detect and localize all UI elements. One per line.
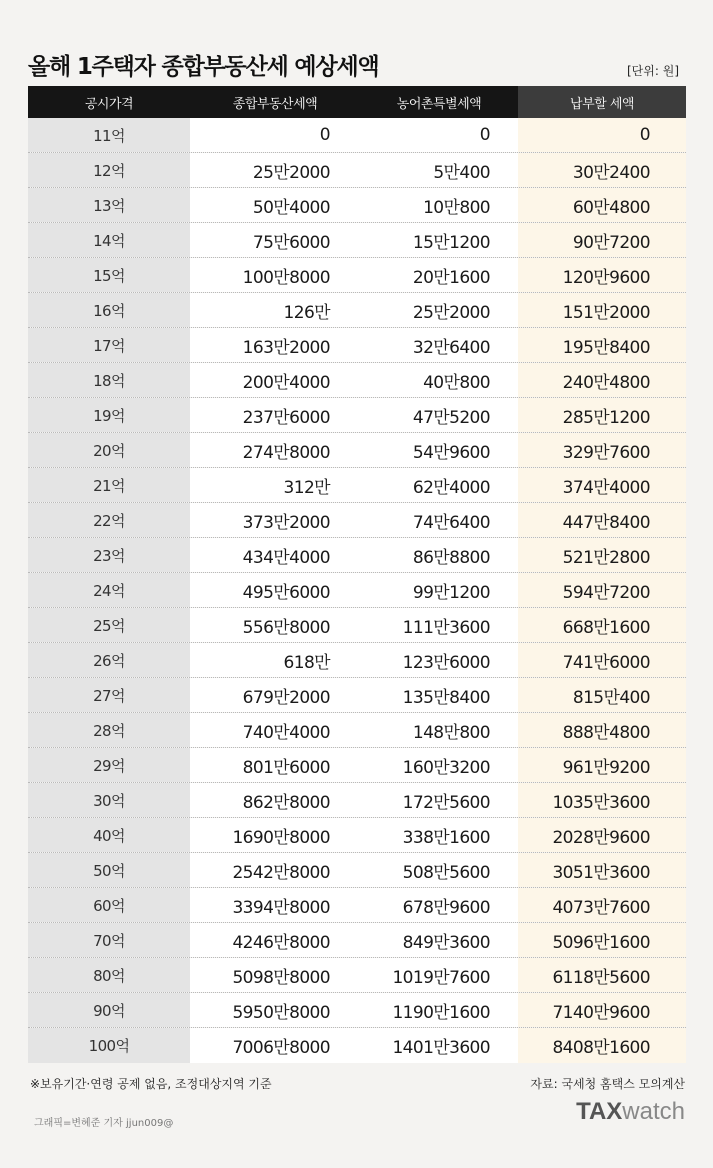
comprehensive-tax-cell: 556만8000	[190, 608, 360, 642]
header-comprehensive-tax: 종합부동산세액	[232, 96, 318, 112]
price-cell: 22억	[28, 503, 190, 537]
header-price: 공시가격	[84, 96, 134, 112]
price-cell: 100억	[28, 1028, 190, 1063]
comprehensive-tax-cell: 1690만8000	[190, 818, 360, 852]
rural-tax-cell: 508만5600	[360, 853, 518, 887]
total-tax-cell: 741만6000	[518, 643, 686, 677]
rural-tax-cell: 15만1200	[360, 223, 518, 257]
total-tax-cell: 961만9200	[518, 748, 686, 782]
total-tax-cell: 4073만7600	[518, 888, 686, 922]
table-row	[28, 258, 686, 293]
comprehensive-tax-cell: 3394만8000	[190, 888, 360, 922]
total-tax-cell: 7140만9600	[518, 993, 686, 1027]
total-tax-cell: 30만2400	[518, 153, 686, 187]
price-cell: 60억	[28, 888, 190, 922]
total-tax-cell: 120만9600	[518, 258, 686, 292]
comprehensive-tax-cell: 237만6000	[190, 398, 360, 432]
rural-tax-cell: 849만3600	[360, 923, 518, 957]
total-tax-cell: 3051만3600	[518, 853, 686, 887]
rural-tax-cell: 5만400	[360, 153, 518, 187]
price-cell: 80억	[28, 958, 190, 992]
total-tax-cell: 815만400	[518, 678, 686, 712]
page-title: 올해 1주택자 종합부동산세 예상세액	[28, 54, 379, 80]
rural-tax-cell: 40만800	[360, 363, 518, 397]
price-cell: 90억	[28, 993, 190, 1027]
table-row	[28, 923, 686, 958]
table-row	[28, 468, 686, 503]
total-tax-cell: 60만4800	[518, 188, 686, 222]
table-row	[28, 328, 686, 363]
tax-table	[28, 86, 686, 1063]
price-cell: 21억	[28, 468, 190, 502]
total-tax-cell: 285만1200	[518, 398, 686, 432]
price-cell: 13억	[28, 188, 190, 222]
price-cell: 19억	[28, 398, 190, 432]
table-row	[28, 503, 686, 538]
comprehensive-tax-cell: 274만8000	[190, 433, 360, 467]
table-row	[28, 188, 686, 223]
rural-tax-cell: 10만800	[360, 188, 518, 222]
table-row	[28, 538, 686, 573]
price-cell: 12억	[28, 153, 190, 187]
comprehensive-tax-cell: 434만4000	[190, 538, 360, 572]
price-cell: 15억	[28, 258, 190, 292]
price-cell: 24억	[28, 573, 190, 607]
total-tax-cell: 90만7200	[518, 223, 686, 257]
total-tax-cell: 374만4000	[518, 468, 686, 502]
price-cell: 40억	[28, 818, 190, 852]
rural-tax-cell: 0	[360, 118, 518, 152]
rural-tax-cell: 54만9600	[360, 433, 518, 467]
comprehensive-tax-cell: 679만2000	[190, 678, 360, 712]
price-cell: 23억	[28, 538, 190, 572]
comprehensive-tax-cell: 312만	[190, 468, 360, 502]
price-cell: 50억	[28, 853, 190, 887]
price-cell: 30억	[28, 783, 190, 817]
header-rural-tax: 농어촌특별세액	[396, 96, 482, 112]
price-cell: 25억	[28, 608, 190, 642]
total-tax-cell: 329만7600	[518, 433, 686, 467]
table-row	[28, 398, 686, 433]
price-cell: 26억	[28, 643, 190, 677]
comprehensive-tax-cell: 200만4000	[190, 363, 360, 397]
comprehensive-tax-cell: 4246만8000	[190, 923, 360, 957]
price-cell: 14억	[28, 223, 190, 257]
table-row	[28, 888, 686, 923]
header-total-tax: 납부할 세액	[518, 86, 686, 118]
comprehensive-tax-cell: 2542만8000	[190, 853, 360, 887]
comprehensive-tax-cell: 50만4000	[190, 188, 360, 222]
total-tax-cell: 521만2800	[518, 538, 686, 572]
comprehensive-tax-cell: 495만6000	[190, 573, 360, 607]
total-tax-cell: 447만8400	[518, 503, 686, 537]
comprehensive-tax-cell: 75만6000	[190, 223, 360, 257]
table-row	[28, 748, 686, 783]
table-row	[28, 293, 686, 328]
comprehensive-tax-cell: 618만	[190, 643, 360, 677]
comprehensive-tax-cell: 100만8000	[190, 258, 360, 292]
table-row	[28, 1028, 686, 1063]
comprehensive-tax-cell: 373만2000	[190, 503, 360, 537]
rural-tax-cell: 20만1600	[360, 258, 518, 292]
rural-tax-cell: 62만4000	[360, 468, 518, 502]
table-row	[28, 573, 686, 608]
price-cell: 27억	[28, 678, 190, 712]
price-cell: 20억	[28, 433, 190, 467]
comprehensive-tax-cell: 7006만8000	[190, 1028, 360, 1063]
table-row	[28, 958, 686, 993]
rural-tax-cell: 74만6400	[360, 503, 518, 537]
total-tax-cell: 195만8400	[518, 328, 686, 362]
price-cell: 70억	[28, 923, 190, 957]
rural-tax-cell: 1019만7600	[360, 958, 518, 992]
total-tax-cell: 151만2000	[518, 293, 686, 327]
total-tax-cell: 594만7200	[518, 573, 686, 607]
table-row	[28, 363, 686, 398]
comprehensive-tax-cell: 0	[190, 118, 360, 152]
price-cell: 29억	[28, 748, 190, 782]
price-cell: 17억	[28, 328, 190, 362]
table-row	[28, 993, 686, 1028]
table-row	[28, 433, 686, 468]
logo-bold-text: TAX	[576, 1098, 623, 1125]
comprehensive-tax-cell: 5098만8000	[190, 958, 360, 992]
comprehensive-tax-cell: 25만2000	[190, 153, 360, 187]
table-row	[28, 643, 686, 678]
table-row	[28, 118, 686, 153]
table-row	[28, 678, 686, 713]
comprehensive-tax-cell: 801만6000	[190, 748, 360, 782]
total-tax-cell: 240만4800	[518, 363, 686, 397]
price-cell: 11억	[28, 118, 190, 152]
total-tax-cell: 5096만1600	[518, 923, 686, 957]
rural-tax-cell: 32만6400	[360, 328, 518, 362]
footnote: ※보유기간·연령 공제 없음, 조정대상지역 기준	[30, 1077, 272, 1091]
price-cell: 16억	[28, 293, 190, 327]
rural-tax-cell: 99만1200	[360, 573, 518, 607]
price-cell: 28억	[28, 713, 190, 747]
rural-tax-cell: 86만8800	[360, 538, 518, 572]
rural-tax-cell: 678만9600	[360, 888, 518, 922]
table-row	[28, 223, 686, 258]
rural-tax-cell: 47만5200	[360, 398, 518, 432]
comprehensive-tax-cell: 163만2000	[190, 328, 360, 362]
table-row	[28, 153, 686, 188]
rural-tax-cell: 111만3600	[360, 608, 518, 642]
rural-tax-cell: 25만2000	[360, 293, 518, 327]
comprehensive-tax-cell: 5950만8000	[190, 993, 360, 1027]
unit-label: [단위: 원]	[627, 64, 679, 78]
table-row	[28, 608, 686, 643]
total-tax-cell: 2028만9600	[518, 818, 686, 852]
table-row	[28, 713, 686, 748]
table-row	[28, 783, 686, 818]
comprehensive-tax-cell: 862만8000	[190, 783, 360, 817]
total-tax-cell: 888만4800	[518, 713, 686, 747]
table-row	[28, 853, 686, 888]
table-body	[28, 118, 686, 1063]
source-note: 자료: 국세청 홈택스 모의계산	[530, 1077, 685, 1091]
total-tax-cell: 8408만1600	[518, 1028, 686, 1063]
table-header	[28, 86, 686, 118]
price-cell: 18억	[28, 363, 190, 397]
rural-tax-cell: 135만8400	[360, 678, 518, 712]
total-tax-cell: 668만1600	[518, 608, 686, 642]
rural-tax-cell: 160만3200	[360, 748, 518, 782]
graphic-credit: 그래픽=변혜준 기자 jjun009@	[34, 1118, 174, 1129]
rural-tax-cell: 148만800	[360, 713, 518, 747]
total-tax-cell: 6118만5600	[518, 958, 686, 992]
table-row	[28, 818, 686, 853]
total-tax-cell: 1035만3600	[518, 783, 686, 817]
taxwatch-logo	[576, 1098, 685, 1126]
comprehensive-tax-cell: 126만	[190, 293, 360, 327]
rural-tax-cell: 172만5600	[360, 783, 518, 817]
rural-tax-cell: 1190만1600	[360, 993, 518, 1027]
logo-light-text: watch	[622, 1098, 685, 1125]
rural-tax-cell: 123만6000	[360, 643, 518, 677]
total-tax-cell: 0	[518, 118, 686, 152]
rural-tax-cell: 1401만3600	[360, 1028, 518, 1063]
rural-tax-cell: 338만1600	[360, 818, 518, 852]
comprehensive-tax-cell: 740만4000	[190, 713, 360, 747]
